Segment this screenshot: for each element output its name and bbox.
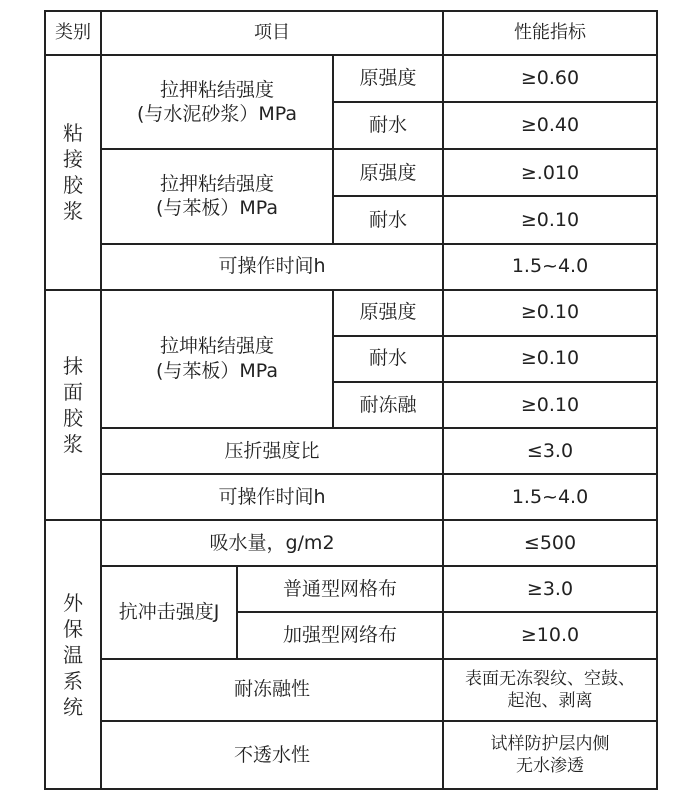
category-char: 系 [63,668,83,693]
category-char: 胶 [63,405,83,430]
table-row [45,244,657,290]
item-compress-flex-ratio: 压折强度比 [101,428,443,474]
value-cell: ≥0.40 [443,102,657,149]
condition-cell: 耐冻融 [333,382,443,428]
value-cell: 1.5~4.0 [443,244,657,290]
category-char: 外 [63,590,83,615]
table-row [45,721,657,789]
category-bonding-mortar [45,55,101,290]
category-char: 浆 [63,199,83,224]
condition-cell: 普通型网格布 [237,566,443,612]
item-mortar-bond-strength [101,55,333,149]
value-cell: ≥.010 [443,149,657,196]
value-cell [443,659,657,721]
item-impact-strength: 抗冲击强度J [101,566,237,658]
value-line: 试样防护层内侧 [490,733,610,754]
item-board-bond-strength [101,149,333,243]
value-line: 表面无冻裂纹、空鼓、 [465,668,635,689]
condition-cell: 耐水 [333,196,443,243]
item-workable-time: 可操作时间h [101,474,443,520]
condition-cell: 加强型网络布 [237,612,443,658]
value-cell [443,721,657,789]
header-item: 项目 [101,11,443,55]
category-char: 浆 [63,431,83,456]
item-line: (与苯板）MPa [155,197,279,220]
item-water-absorption: 吸水量，g/m2 [101,520,443,566]
item-line: 拉押粘结强度 [159,172,274,195]
category-char: 胶 [63,173,83,198]
table-row [45,474,657,520]
item-line: 拉坤粘结强度 [159,335,274,358]
category-plaster-mortar [45,290,101,521]
category-char: 粘 [63,121,83,146]
category-char: 面 [63,379,83,404]
value-cell: ≥0.10 [443,336,657,382]
value-cell: ≥0.10 [443,382,657,428]
condition-cell: 耐水 [333,102,443,149]
value-cell: ≥0.60 [443,55,657,102]
item-line: (与水泥砂浆）MPa [136,103,298,126]
value-line: 无水渗透 [516,755,584,776]
condition-cell: 耐水 [333,336,443,382]
header-indicator: 性能指标 [443,11,657,55]
item-workable-time: 可操作时间h [101,244,443,290]
condition-cell: 原强度 [333,149,443,196]
table-row [45,566,657,612]
category-char: 温 [63,642,83,667]
table-row [45,659,657,721]
category-char: 统 [63,694,83,719]
value-cell: ≥0.10 [443,290,657,336]
item-line: 拉押粘结强度 [159,78,274,101]
condition-cell: 原强度 [333,290,443,336]
value-cell: ≤500 [443,520,657,566]
performance-spec-table [44,10,658,790]
item-board-bond-strength [101,290,333,428]
category-insulation-system [45,520,101,789]
category-char: 接 [63,147,83,172]
value-cell: ≥3.0 [443,566,657,612]
table-row [45,428,657,474]
condition-cell: 原强度 [333,55,443,102]
value-cell: ≥10.0 [443,612,657,658]
table-row [45,149,657,196]
value-cell: ≥0.10 [443,196,657,243]
table-row [45,55,657,102]
table-row [45,520,657,566]
value-line: 起泡、剥离 [507,690,593,711]
table-row [45,290,657,336]
category-char: 抹 [63,353,83,378]
value-cell: 1.5~4.0 [443,474,657,520]
header-row [45,11,657,55]
item-freeze-thaw: 耐冻融性 [101,659,443,721]
category-char: 保 [63,616,83,641]
item-line: (与苯板）MPa [155,359,279,382]
value-cell: ≤3.0 [443,428,657,474]
item-impermeability: 不透水性 [101,721,443,789]
header-category: 类别 [45,11,101,55]
